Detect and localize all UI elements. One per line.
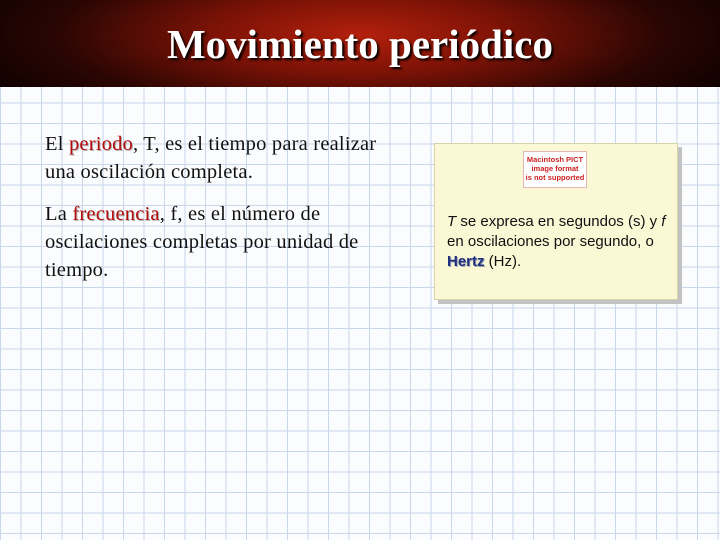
paragraph-suffix: , f, es el número de oscilaciones completas por unidad de tiempo.	[45, 203, 359, 281]
periodo-definition	[45, 130, 400, 186]
title-bar	[0, 0, 720, 87]
units-note-text	[447, 212, 672, 272]
note-part: se expresa en segundos (s) y	[456, 213, 662, 230]
paragraph-suffix: , T, es el tiempo para realizar una oscilación completa.	[45, 133, 377, 183]
frecuencia-definition	[45, 200, 400, 284]
term-hertz: Hertz	[447, 253, 485, 270]
placeholder-line: Macintosh PICT	[526, 155, 584, 164]
note-part: en oscilaciones por segundo, o	[447, 233, 654, 250]
paragraph-prefix: La	[45, 203, 73, 225]
note-part: (Hz).	[484, 253, 522, 270]
term-periodo: periodo	[68, 133, 133, 155]
placeholder-line: is not supported	[525, 173, 585, 182]
units-note-card	[434, 143, 678, 300]
term-frecuencia: frecuencia	[72, 203, 160, 225]
unsupported-image-placeholder	[523, 151, 587, 188]
placeholder-line: image format	[531, 164, 579, 173]
variable-f: f	[661, 213, 666, 230]
variable-t: T	[447, 213, 457, 230]
paragraph-prefix: El	[45, 133, 69, 155]
slide-title: Movimiento periódico	[166, 21, 554, 67]
